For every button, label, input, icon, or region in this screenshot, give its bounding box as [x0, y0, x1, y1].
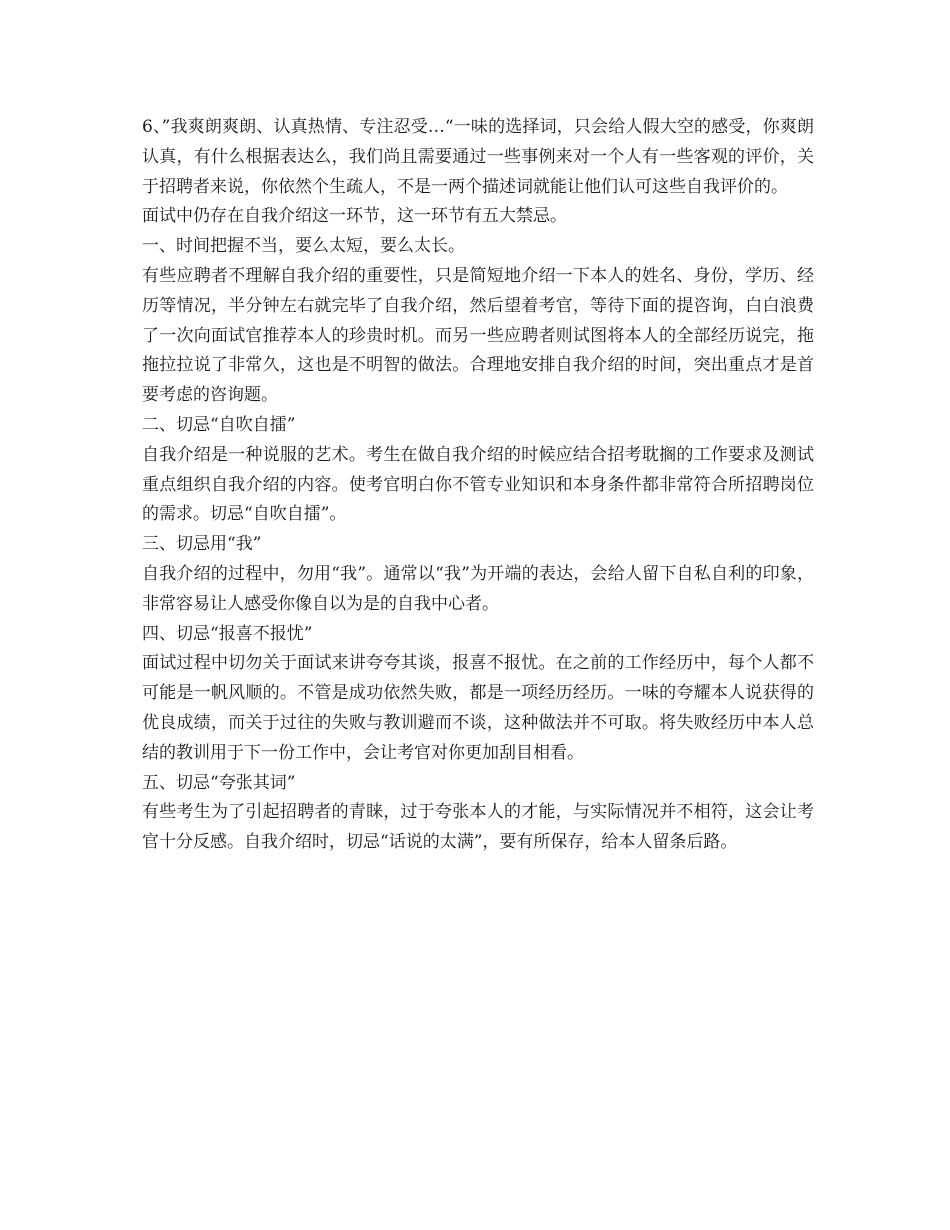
paragraph-taboo-4: 面试过程中切勿关于面试来讲夸夸其谈，报喜不报忧。在之前的工作经历中，每个人都不可能是一帆风顺的。不管是成功依然失败，都是一项经历经历。一味的夸耀本人说获得的优良成绩，而关于过往的失败与教训避而不谈，这种做法并不可取。将失败经历中本人总结的教训用于下一份工作中，会让考官对你更加刮目相看。 — [142, 653, 814, 763]
paragraph-taboo-1: 有些应聘者不理解自我介绍的重要性，只是简短地介绍一下本人的姓名、身份，学历、经历等情况，半分钟左右就完毕了自我介绍，然后望着考官，等待下面的提咨询，白白浪费了一次向面试官推荐本人的珍贵时机。而另一些应聘者则试图将本人的全部经历说完，拖拖拉拉说了非常久，这也是不明智的做法。合理地安排自我介绍的时间，突出重点才是首要考虑的咨询题。 — [142, 265, 814, 406]
heading-taboo-2: 二、切忌“自吹自擂” — [142, 414, 296, 435]
paragraph-summary: 面试中仍存在自我介绍这一环节，这一环节有五大禁忌。 — [142, 206, 567, 227]
heading-taboo-5: 五、切忌“夸张其词” — [142, 772, 296, 793]
heading-taboo-3: 三、切忌用“我” — [142, 534, 262, 555]
paragraph-taboo-2: 自我介绍是一种说服的艺术。考生在做自我介绍的时候应结合招考耽搁的工作要求及测试重点组织自我介绍的内容。使考官明白你不管专业知识和本身条件都非常符合所招聘岗位的需求。切忌“自吹自擂”。 — [142, 444, 814, 525]
paragraph-taboo-3: 自我介绍的过程中，勿用“我”。通常以“我”为开端的表达，会给人留下自私自利的印象，非常容易让人感受你像自以为是的自我中心者。 — [142, 563, 814, 614]
document-page — [142, 113, 814, 858]
paragraph-taboo-5: 有些考生为了引起招聘者的青睐，过于夸张本人的才能，与实际情况并不相符，这会让考官十分反感。自我介绍时，切忌“话说的太满”，要有所保存，给本人留条后路。 — [142, 802, 814, 853]
heading-taboo-4: 四、切忌“报喜不报忧” — [142, 623, 313, 644]
paragraph-intro-6: 6、”我爽朗爽朗、认真热情、专注忍受…“一味的选择词，只会给人假大空的感受，你爽朗认真，有什么根据表达么，我们尚且需要通过一些事例来对一个人有一些客观的评价，关于招聘者来说，你依然个生疏人，不是一两个描述词就能让他们认可这些自我评价的。 — [142, 117, 814, 197]
heading-taboo-1: 一、时间把握不当，要么太短，要么太长。 — [142, 236, 465, 257]
